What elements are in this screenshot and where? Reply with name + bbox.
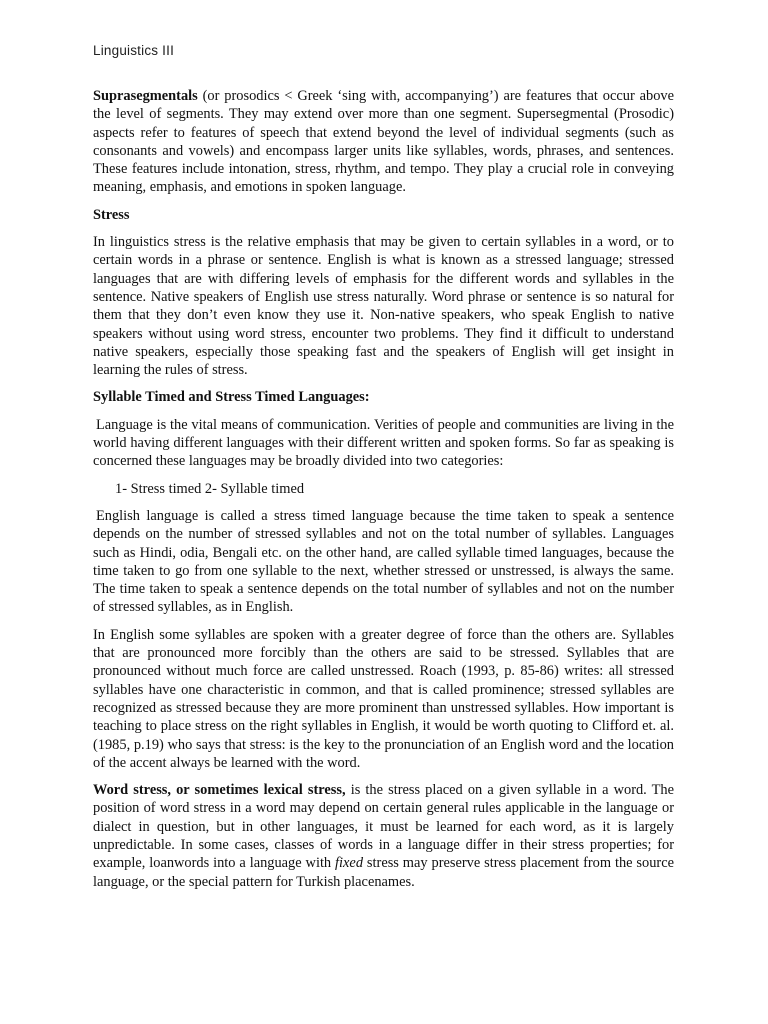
paragraph-word-stress [93,781,674,891]
term-suprasegmentals: Suprasegmentals [93,88,198,104]
paragraph-suprasegmentals [93,87,674,197]
term-word-stress: Word stress, or sometimes lexical stress, [93,782,346,799]
paragraph-force [93,626,674,772]
paragraph-text: Language is the vital means of communication. Verities of people and communities are living in the world having different languages with their different written and spoken forms. So far as speaking is concerned these languages may be broadly divided into two categories: [93,416,674,470]
paragraph-text: English language is called a stress timed language because the time taken to speak a sentence depends on the number of stressed syllables and not on the total number of syllables. Languages such as Hindi, odia, Bengali etc. on the other hand, are called syllable timed languages, because the time taken to go from one syllable to the next, whether stressed or unstressed, is always the same. The time taken to speak a sentence depends on the total number of syllables and not on the number of stressed syllables, as in English. [93,507,674,616]
paragraph-text: is the stress placed on a given syllable in a word. The position of word stress in a word may depend on certain general rules applicable in the language or dialect in question, but in other languages, it must be learned for each word, as it is largely unpredictable. In some cases, classes of words in a language differ in their stress properties; for example, loanwords into a language with [93,782,674,872]
heading-syllable-timed: Syllable Timed and Stress Timed Languages: [93,389,370,406]
paragraph-text: stress may preserve stress placement from the source language, or the special pattern for Turkish placenames. [93,855,674,890]
paragraph-text: (or prosodics < Greek ‘sing with, accompanying’) are features that occur above the level of segments. They may extend over more than one segment. Supersegmental (Prosodic) aspects refer to features of speech that extend beyond the level of individual segments (such as consonants and vowels) and encompass larger units like syllables, words, phrases, and sentences. These features include intonation, stress, rhythm, and tempo. They play a crucial role in conveying meaning, emphasis, and emotions in spoken language. [93,88,674,196]
list-item-categories: 1- Stress timed 2- Syllable timed [115,480,305,497]
paragraph-stress-timed [93,507,674,617]
body-text [93,87,674,900]
term-fixed: fixed [335,855,364,872]
paragraph-text: In English some syllables are spoken with a greater degree of force than the others are. Syllables that are pronounced more forcibly than the others are said to be stressed. Syllables that are pronounced without much force are called unstressed. Roach (1993, p. 85-86) writes: all stressed syllables have one characteristic in common, and that is called prominence; stressed syllables are recognized as stressed because they are more prominent than unstressed syllables. How important is teaching to place stress on the right syllables in English, it would be worth quoting to Clifford et. al. (1985, p.19) who says that stress: is the key to the pronunciation of an English word and the location of the accent always be learned with the word. [93,626,674,771]
heading-stress: Stress [93,206,130,223]
paragraph-stress [93,233,674,379]
paragraph-text: In linguistics stress is the relative emphasis that may be given to certain syllables in a word, or to certain words in a phrase or sentence. English is what is known as a stressed language; stressed languages that are with differing levels of emphasis for the different words and syllables in the sentence. Native speakers of English use stress naturally. Word phrase or sentence is so natural for them that they don’t even know they use it. Non-native speakers, who speak English to native speakers without using word stress, encounter two problems. They find it difficult to understand native speakers, especially those speaking fast and the speakers of English will get insight in learning the rules of stress. [93,234,674,379]
paragraph-language [93,416,674,471]
running-header: Linguistics III [93,43,175,58]
